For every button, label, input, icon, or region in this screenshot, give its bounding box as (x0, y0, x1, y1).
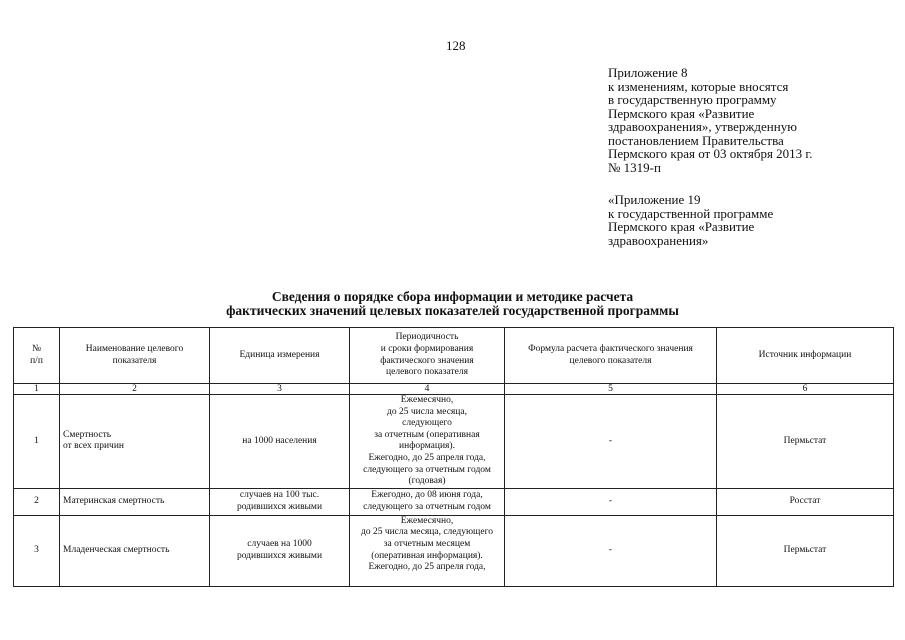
indicator-periodicity: Ежегодно, до 08 июня года, следующего за отчетным годом (350, 488, 505, 515)
indicator-formula: - (505, 515, 717, 586)
header-unit: Единица измерения (210, 328, 350, 384)
table-row (14, 515, 894, 586)
indicator-name: Смертность от всех причин (60, 395, 210, 489)
document-title (0, 290, 905, 318)
column-number: 2 (60, 384, 210, 395)
column-number: 5 (505, 384, 717, 395)
row-number: 2 (14, 488, 60, 515)
title-line-1: Сведения о порядке сбора информации и методике расчета (271, 289, 634, 304)
table-row (14, 488, 894, 515)
row-number: 1 (14, 395, 60, 489)
indicator-unit: на 1000 населения (210, 395, 350, 489)
page-number: 128 (446, 38, 466, 53)
column-number: 4 (350, 384, 505, 395)
indicator-periodicity: Ежемесячно, до 25 числа месяца, следующего за отчетным (оперативная информация). Ежегодно, до 25 апреля года, следующего за отчетным годом (годовая) (350, 395, 505, 489)
indicator-source: Росстат (717, 488, 894, 515)
indicator-source: Пермьстат (717, 395, 894, 489)
indicator-unit: случаев на 1000 родившихся живыми (210, 515, 350, 586)
indicator-periodicity: Ежемесячно, до 25 числа месяца, следующего за отчетным месяцем (оперативная информация). Ежегодно, до 25 апреля года, (350, 515, 505, 586)
title-line-2: фактических значений целевых показателей государственной программы (226, 303, 679, 318)
indicator-formula: - (505, 395, 717, 489)
header-indicator-name: Наименование целевого показателя (60, 328, 210, 384)
column-number: 6 (717, 384, 894, 395)
table-row (14, 395, 894, 489)
indicator-formula: - (505, 488, 717, 515)
indicator-source: Пермьстат (717, 515, 894, 586)
table-header-row (14, 328, 894, 384)
annex-program-reference: «Приложение 19 к государственной программе Пермского края «Развитие здравоохранения» (608, 192, 774, 248)
indicator-name: Младенческая смертность (60, 515, 210, 586)
column-number: 1 (14, 384, 60, 395)
indicators-table (13, 327, 894, 587)
header-number: № п/п (14, 328, 60, 384)
header-periodicity: Периодичность и сроки формирования фактического значения целевого показателя (350, 328, 505, 384)
header-source: Источник информации (717, 328, 894, 384)
indicator-unit: случаев на 100 тыс. родившихся живыми (210, 488, 350, 515)
header-formula: Формула расчета фактического значения целевого показателя (505, 328, 717, 384)
row-number: 3 (14, 515, 60, 586)
annex-amendment-reference: Приложение 8 к изменениям, которые вносятся в государственную программу Пермского края «Развитие здравоохранения», утвержденную постановлением Правительства Пермского края от 03 октября 2013 г. № 1319-п (608, 65, 813, 175)
column-number-row (14, 384, 894, 395)
column-number: 3 (210, 384, 350, 395)
indicator-name: Материнская смертность (60, 488, 210, 515)
